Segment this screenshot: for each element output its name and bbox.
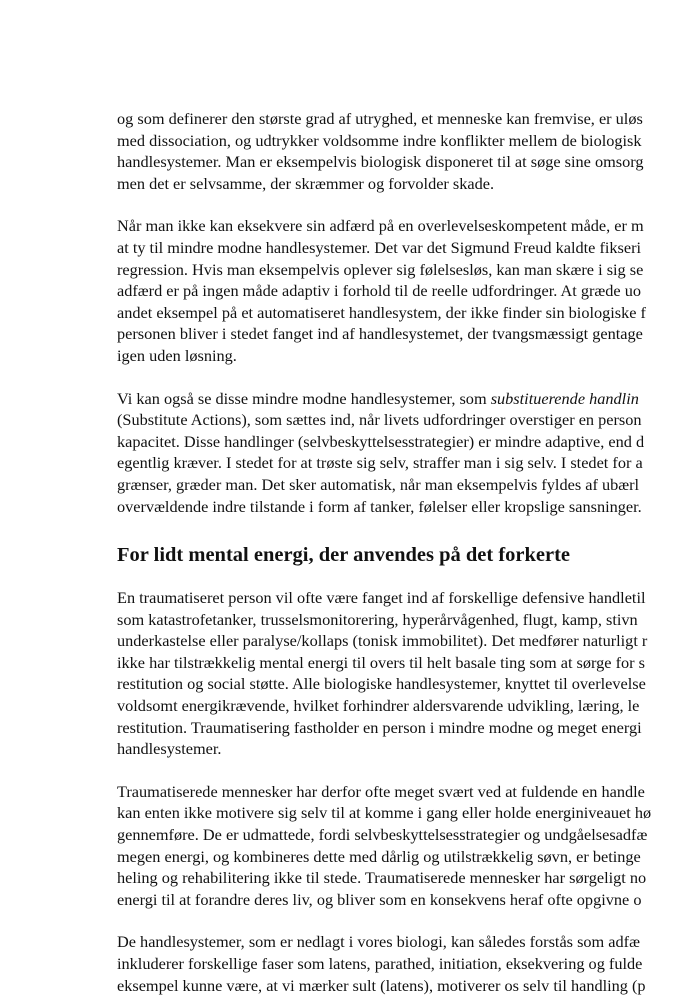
- text-line: restitution og social støtte. Alle biologiske handlesystemer, knyttet til overlevelse: [117, 674, 646, 694]
- text-line: De handlesystemer, som er nedlagt i vores biologi, kan således forstås som adfæ: [117, 932, 640, 952]
- text-line: regression. Hvis man eksempelvis oplever sig følelsesløs, kan man skære i sig se: [117, 259, 644, 279]
- text-line: personen bliver i stedet fanget ind af handlesystemet, der tvangsmæssigt gentage: [117, 324, 643, 344]
- text-line: Traumatiserede mennesker har derfor ofte meget svært ved at fuldende en handle: [117, 781, 645, 801]
- paragraph-gap: [117, 760, 680, 781]
- text-line: og som definerer den største grad af utryghed, et menneske kan fremvise, er uløs: [117, 109, 643, 128]
- text-line: at ty til mindre modne handlesystemer. Det var det Sigmund Freud kaldte fikseri: [117, 237, 642, 257]
- paragraph-gap: [117, 194, 680, 215]
- paragraph-2: [117, 215, 680, 366]
- text-line: andet eksempel på et automatiseret handlesystem, der ikke finder sin biologiske f: [117, 302, 646, 322]
- text-line: men det er selvsamme, der skræmmer og forvolder skade.: [117, 173, 495, 193]
- text-line: gennemføre. De er udmattede, fordi selvbeskyttelsesstrategier og undgåelsesadfæ: [117, 825, 648, 845]
- text-line: handlesystemer.: [117, 739, 222, 759]
- text-line: overvældende indre tilstande i form af tanker, følelser eller kropslige sansninger.: [117, 496, 642, 516]
- text-line: En traumatiseret person vil ofte være fanget ind af forskellige defensive handletil: [117, 588, 646, 608]
- paragraph-gap: [117, 517, 680, 538]
- text-line: (Substitute Actions), som sættes ind, når livets udfordringer overstiger en person: [117, 410, 642, 430]
- paragraph-4: [117, 587, 680, 760]
- text-line: eksempel kunne være, at vi mærker sult (latens), motiverer os selv til handling (p: [117, 975, 646, 995]
- text-line: heling og rehabilitering ikke til stede. Traumatiserede mennesker har sørgeligt no: [117, 868, 647, 888]
- text-line: kan enten ikke motivere sig selv til at komme i gang eller holde energiniveauet hø: [117, 803, 652, 823]
- text-line: egentlig kræver. I stedet for at trøste sig selv, straffer man i sig selv. I stedet for a: [117, 453, 643, 473]
- document-body: [117, 108, 680, 996]
- text-line: med dissociation, og udtrykker voldsomme indre konflikter mellem de biologisk: [117, 130, 642, 150]
- text-line: grænser, græder man. Det sker automatisk, når man eksempelvis fyldes af ubærl: [117, 474, 640, 494]
- text-line: energi til at forandre deres liv, og bliver som en konsekvens heraf ofte opgivne o: [117, 889, 642, 909]
- paragraph-1: [117, 108, 680, 194]
- text-line: [117, 388, 680, 410]
- italic-term: substituerende handlin: [490, 388, 639, 408]
- text-line: handlesystemer. Man er eksempelvis biologisk disponeret til at søge sine omsorg: [117, 152, 644, 172]
- text-line: voldsomt energikrævende, hvilket forhindrer aldersvarende udvikling, læring, le: [117, 696, 640, 716]
- text-line: kapacitet. Disse handlinger (selvbeskyttelsesstrategier) er mindre adaptive, end d: [117, 431, 645, 451]
- text-line: Når man ikke kan eksekvere sin adfærd på en overlevelseskompetent måde, er m: [117, 216, 644, 236]
- paragraph-5: [117, 781, 680, 911]
- section-heading: For lidt mental energi, der anvendes på det forkerte: [117, 544, 571, 567]
- text-line: igen uden løsning.: [117, 345, 237, 365]
- text-line: inkluderer forskellige faser som latens, parathed, initiation, eksekvering og fulde: [117, 954, 643, 973]
- text-segment: Vi kan også se disse mindre modne handlesystemer, som: [117, 388, 491, 408]
- paragraph-gap: [117, 910, 680, 931]
- paragraph-3: [117, 388, 680, 518]
- paragraph-gap: [117, 367, 680, 388]
- text-line: som katastrofetanker, trusselsmonitorering, hyperårvågenhed, flugt, kamp, stivn: [117, 609, 638, 629]
- text-line: restitution. Traumatisering fastholder en person i mindre modne og meget energi: [117, 717, 642, 737]
- text-line: adfærd er på ingen måde adaptiv i forhold til de reelle udfordringer. At græde uo: [117, 281, 642, 301]
- text-line: underkastelse eller paralyse/kollaps (tonisk immobilitet). Det medfører naturligt r: [117, 631, 648, 651]
- text-line: megen energi, og kombineres dette med dårlig og utilstrækkelig søvn, er betinge: [117, 846, 641, 866]
- paragraph-6: [117, 931, 680, 996]
- text-line: ikke har tilstrækkelig mental energi til overs til helt basale ting som at sørge for s: [117, 652, 645, 672]
